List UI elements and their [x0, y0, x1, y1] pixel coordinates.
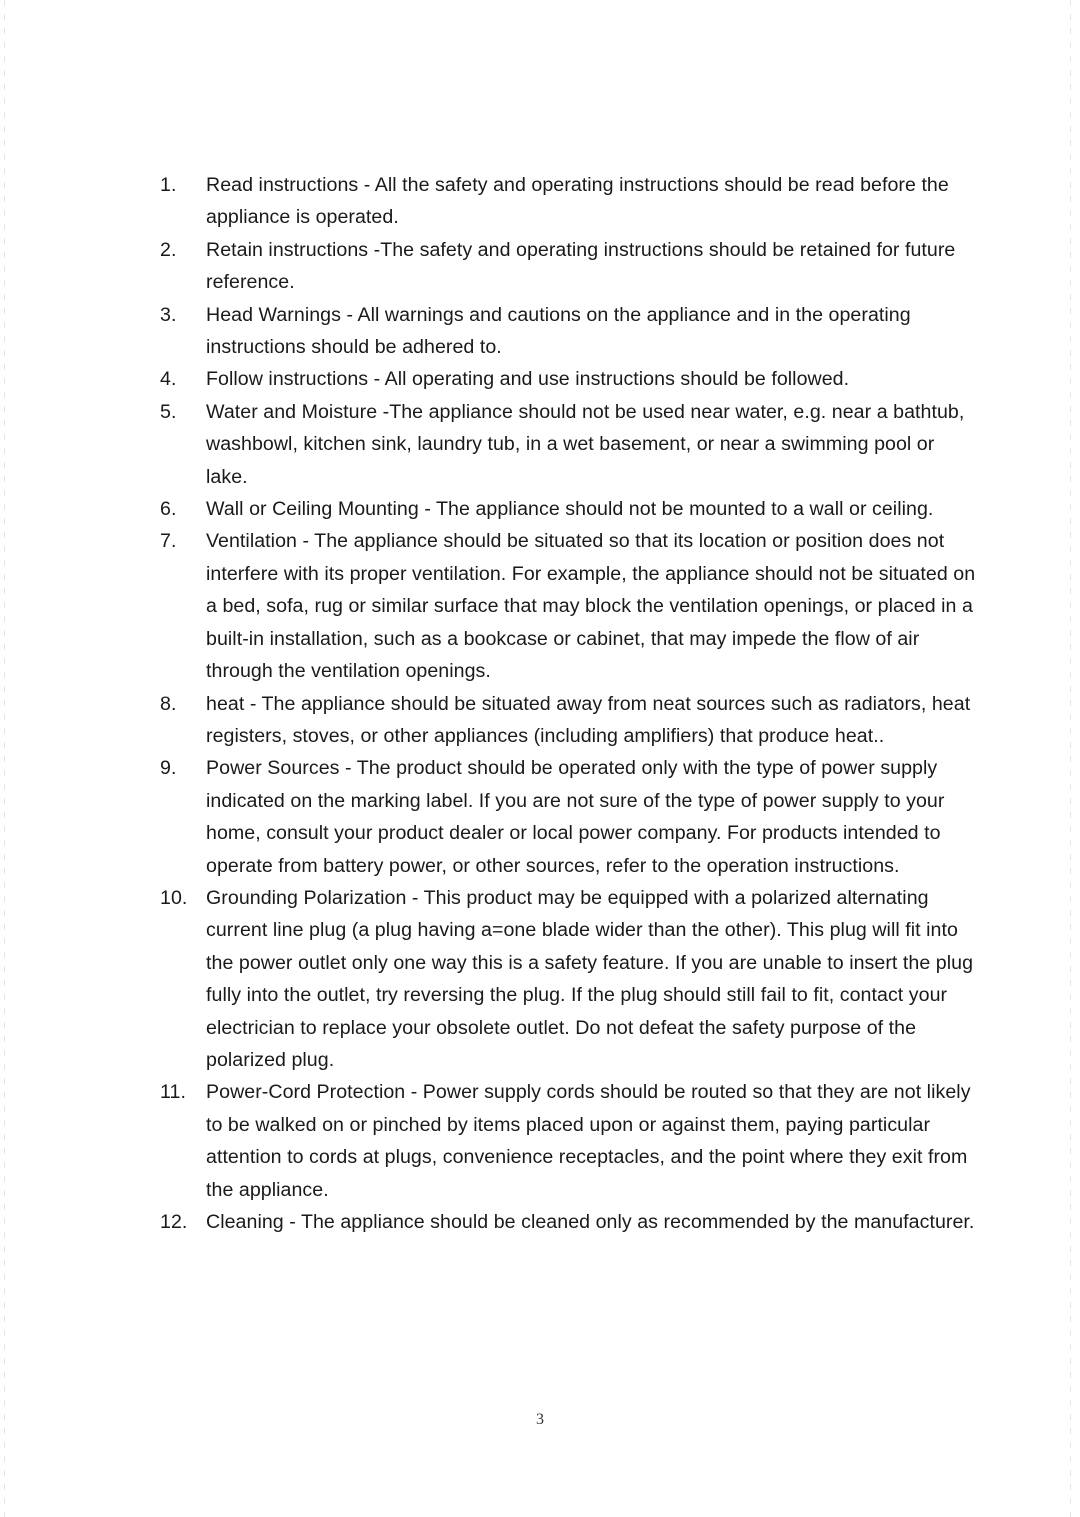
item-text: Head Warnings - All warnings and cautions on the appliance and in the operating instructions should be adhered to.: [206, 303, 911, 359]
item-number: 9.: [160, 757, 177, 780]
item-number: 10.: [160, 886, 188, 909]
list-item: [160, 363, 980, 395]
item-number: 1.: [160, 174, 177, 196]
item-number: 2.: [160, 238, 177, 261]
list-item: [160, 525, 980, 687]
item-text: Power-Cord Protection - Power supply cords should be routed so that they are not likely to be walked on or pinched by items placed upon or against them, paying particular attention to cords at plugs, convenience receptacles, and the point where they exit from the appliance.: [206, 1081, 971, 1201]
item-number: 11.: [160, 1081, 186, 1104]
item-number: 6.: [160, 498, 177, 521]
item-text: Follow instructions - All operating and use instructions should be followed.: [206, 368, 850, 391]
list-item: [160, 299, 980, 364]
item-number: 12.: [160, 1211, 188, 1233]
scan-edge-right: [1070, 0, 1071, 1517]
item-text: Read instructions - All the safety and operating instructions should be read before the appliance is operated.: [206, 174, 949, 229]
item-text: Ventilation - The appliance should be situated so that its location or position does not interfere with its proper ventilation. For example, the appliance should not be situated on a bed, sofa, rug or similar surface that may block the ventilation openings, or placed in a built-in installation, such as a bookcase or cabinet, that may impede the flow of air through the ventilation openings.: [206, 530, 976, 683]
item-number: 8.: [160, 692, 177, 715]
item-text: Wall or Ceiling Mounting - The appliance should not be mounted to a wall or ceiling.: [206, 498, 934, 521]
list-item: [160, 169, 980, 234]
item-number: 7.: [160, 530, 177, 553]
list-item: [160, 493, 980, 525]
item-text: heat - The appliance should be situated away from neat sources such as radiators, heat registers, stoves, or other appliances (including amplifiers) that produce heat..: [206, 692, 971, 747]
item-text: Retain instructions -The safety and operating instructions should be retained for future reference.: [206, 238, 956, 294]
page-number: 3: [536, 1411, 544, 1428]
item-text: Power Sources - The product should be operated only with the type of power supply indicated on the marking label. If you are not sure of the type of power supply to your home, consult your product dealer or local power company. For products intended to operate from battery power, or other sources, refer to the operation instructions.: [206, 757, 945, 877]
item-text: Cleaning - The appliance should be cleaned only as recommended by the manufacturer.: [206, 1211, 975, 1233]
list-item: [160, 396, 980, 493]
list-item: [160, 1076, 980, 1206]
list-item: [160, 752, 980, 882]
scan-edge-left: [4, 0, 5, 1517]
list-item: [160, 1206, 980, 1238]
item-number: 3.: [160, 303, 177, 326]
list-item: [160, 882, 980, 1076]
item-number: 5.: [160, 400, 177, 423]
list-item: [160, 234, 980, 299]
item-text: Grounding Polarization - This product may be equipped with a polarized alternating current line plug (a plug having a=one blade wider than the other). This plug will fit into the power outlet only one way this is a safety feature. If you are unable to insert the plug fully into the outlet, try reversing the plug. If the plug should still fail to fit, contact your electrician to replace your obsolete outlet. Do not defeat the safety purpose of the polarized plug.: [206, 886, 974, 1071]
safety-instructions-list: [160, 169, 980, 1238]
item-text: Water and Moisture -The appliance should not be used near water, e.g. near a bathtub, washbowl, kitchen sink, laundry tub, in a wet basement, or near a swimming pool or lake.: [206, 400, 965, 488]
list-item: [160, 688, 980, 753]
item-number: 4.: [160, 368, 177, 391]
